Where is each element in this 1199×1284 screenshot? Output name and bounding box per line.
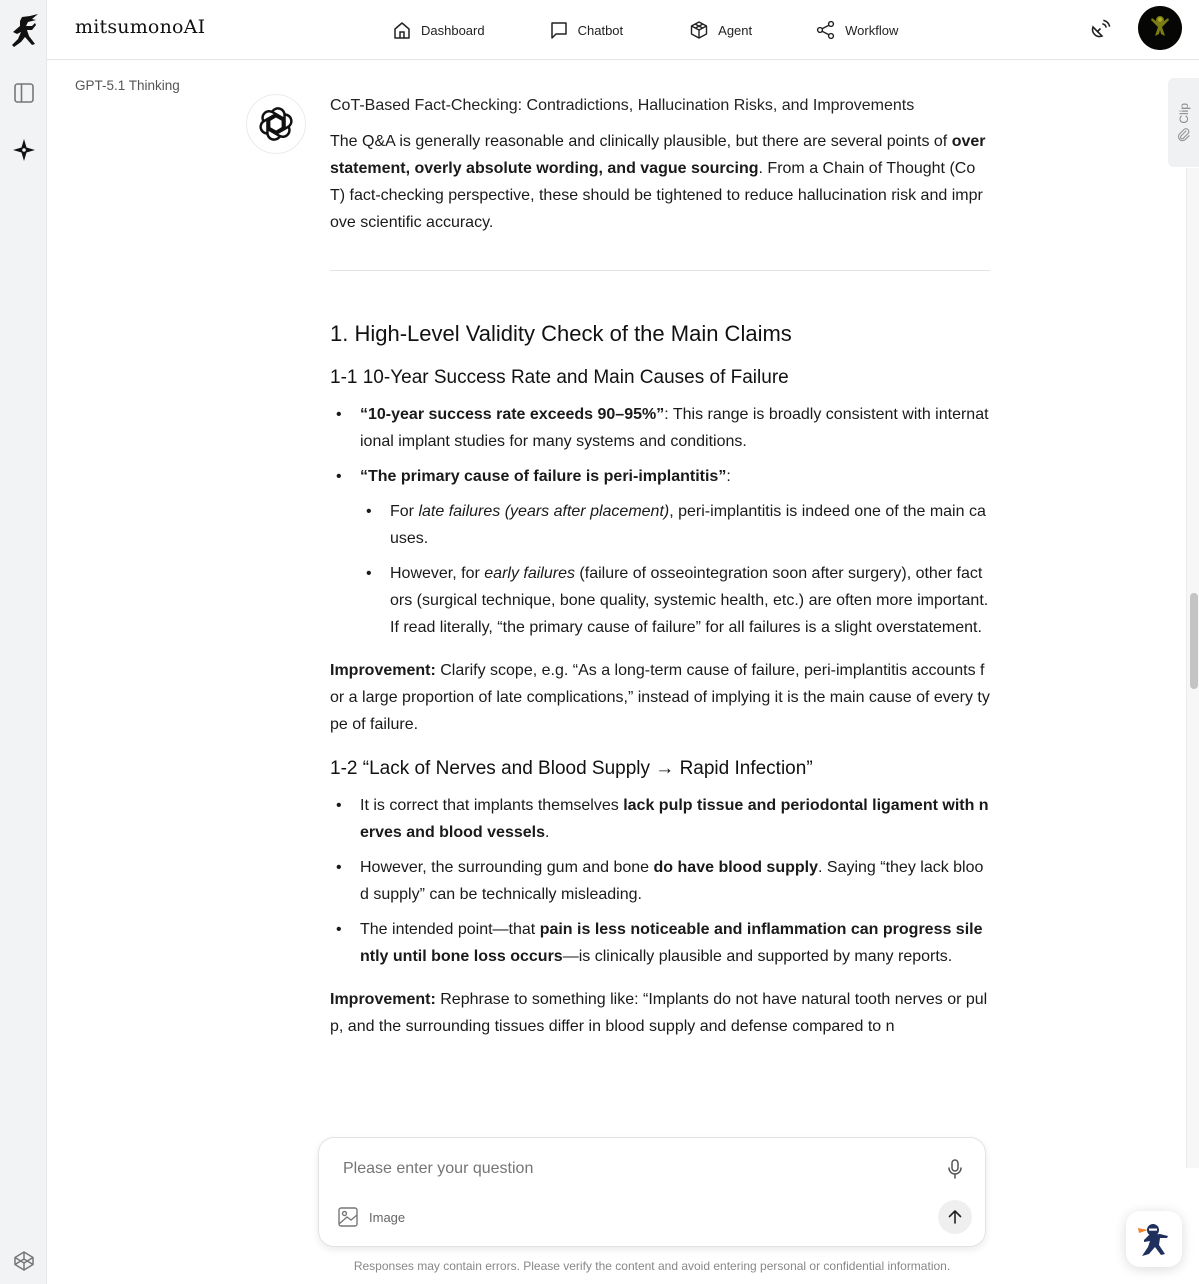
bullet-list <box>330 792 990 970</box>
model-selector[interactable]: GPT-5.1 Thinking <box>75 78 180 93</box>
bold-text: Improvement: <box>330 662 436 679</box>
italic-text: early failures <box>484 565 575 582</box>
ninja-logo-icon[interactable] <box>0 14 47 48</box>
chat-input-box <box>318 1137 986 1247</box>
cube-icon <box>689 20 709 40</box>
subsection-heading: 1-1 10-Year Success Rate and Main Causes of Failure <box>330 367 789 388</box>
sidebar-toggle-icon[interactable] <box>0 82 47 104</box>
image-upload-button[interactable] <box>337 1206 405 1228</box>
main-nav <box>392 0 898 60</box>
top-header <box>47 0 1199 60</box>
text: . Saying “they lack blood supply” can be technically misleading. <box>360 859 984 903</box>
text: The intended point—that <box>360 921 540 938</box>
list-item <box>330 463 990 641</box>
nav-agent[interactable] <box>689 20 752 40</box>
nav-label: Dashboard <box>421 22 485 38</box>
left-sidebar <box>0 0 47 1284</box>
bold-text: lack pulp tissue and periodontal ligament with nerves and blood vessels <box>360 797 989 841</box>
subsection-heading: 1-2 “Lack of Nerves and Blood Supply → Rapid Infection” <box>330 758 813 779</box>
list-item <box>330 401 990 455</box>
text: : <box>726 468 731 485</box>
nav-label: Workflow <box>845 22 899 38</box>
arrow-up-icon <box>946 1208 964 1226</box>
satellite-icon[interactable] <box>1089 17 1113 46</box>
text: : This range is broadly consistent with international implant studies for many systems and conditions. <box>360 406 989 450</box>
codepen-icon[interactable] <box>0 1250 47 1272</box>
ninja-mascot-icon <box>1134 1219 1174 1259</box>
share-nodes-icon <box>816 20 836 40</box>
floating-assistant-button[interactable] <box>1126 1211 1182 1267</box>
image-icon <box>337 1206 359 1228</box>
clip-tab[interactable] <box>1168 78 1199 167</box>
text: For <box>390 503 419 520</box>
text: However, for <box>390 565 485 582</box>
assistant-message <box>330 94 990 1058</box>
text: , peri-implantitis is indeed one of the main causes. <box>390 503 986 547</box>
improvement-paragraph <box>330 657 990 738</box>
bold-text: pain is less noticeable and inflammation can progress silently until bone loss occurs <box>360 921 983 965</box>
intro-paragraph <box>330 128 990 236</box>
brand-name: mitsumonoAI <box>75 16 206 38</box>
nav-dashboard[interactable] <box>392 20 485 40</box>
clip-label: Clip <box>1176 103 1191 124</box>
text: It is correct that implants themselves <box>360 797 624 814</box>
text: However, the surrounding gum and bone <box>360 859 654 876</box>
list-item <box>360 560 990 641</box>
sparkle-icon[interactable] <box>0 138 47 162</box>
chat-scroll-area <box>47 61 1169 1137</box>
openai-logo-icon <box>257 105 295 143</box>
nav-label: Agent <box>718 22 753 38</box>
nav-chatbot[interactable] <box>549 20 624 40</box>
bullet-list <box>330 401 990 641</box>
text: . <box>544 824 550 841</box>
list-item <box>330 854 990 908</box>
nested-list <box>360 498 990 641</box>
image-label: Image <box>369 1209 406 1225</box>
microphone-icon[interactable] <box>945 1158 965 1185</box>
list-item <box>330 792 990 846</box>
bold-text: do have blood supply <box>653 859 818 876</box>
paperclip-icon <box>1177 128 1191 142</box>
bold-text: overstatement, overly absolute wording, and vague sourcing <box>330 133 986 177</box>
text: —is clinically plausible and supported by many reports. <box>562 948 953 965</box>
list-item <box>330 916 990 970</box>
chat-bubble-icon <box>549 20 569 40</box>
nav-workflow[interactable] <box>816 20 898 40</box>
disclaimer-text: Responses may contain errors. Please verify the content and avoid entering personal or confidential information. <box>353 1259 951 1273</box>
bold-text: Improvement: <box>330 991 436 1008</box>
question-input[interactable] <box>343 1160 903 1178</box>
divider <box>330 270 990 271</box>
text: (failure of osseointegration soon after surgery), other factors (surgical technique, bone quality, systemic health, etc.) are often more important. If read literally, “the primary cause of failure” for all failures is a slight overstatement. <box>390 565 989 636</box>
text: The Q&A is generally reasonable and clinically plausible, but there are several points of <box>330 133 952 150</box>
bold-text: “The primary cause of failure is peri-implantitis” <box>360 468 727 485</box>
message-title: CoT-Based Fact-Checking: Contradictions, Hallucination Risks, and Improvements <box>330 97 915 114</box>
user-avatar[interactable] <box>1138 6 1182 50</box>
scrollbar[interactable] <box>1186 168 1199 1168</box>
text: Clarify scope, e.g. “As a long-term cause of failure, peri-implantitis accounts for a large proportion of late complications,” instead of implying it is the main cause of every type of failure. <box>330 662 990 733</box>
send-button[interactable] <box>938 1200 972 1234</box>
section-heading: 1. High-Level Validity Check of the Main Claims <box>330 321 792 346</box>
scrollbar-thumb[interactable] <box>1190 593 1198 689</box>
text: . From a Chain of Thought (CoT) fact-checking perspective, these should be tightened to reduce hallucination risk and improve scientific accuracy. <box>330 160 983 231</box>
list-item <box>360 498 990 552</box>
improvement-paragraph <box>330 986 990 1040</box>
home-icon <box>392 20 412 40</box>
assistant-avatar <box>246 94 306 154</box>
text: Rephrase to something like: “Implants do not have natural tooth nerves or pulp, and the surrounding tissues differ in blood supply and defense compared to n <box>330 991 988 1035</box>
italic-text: late failures (years after placement) <box>418 503 670 520</box>
bold-text: “10-year success rate exceeds 90–95%” <box>360 406 665 423</box>
nav-label: Chatbot <box>577 22 624 38</box>
